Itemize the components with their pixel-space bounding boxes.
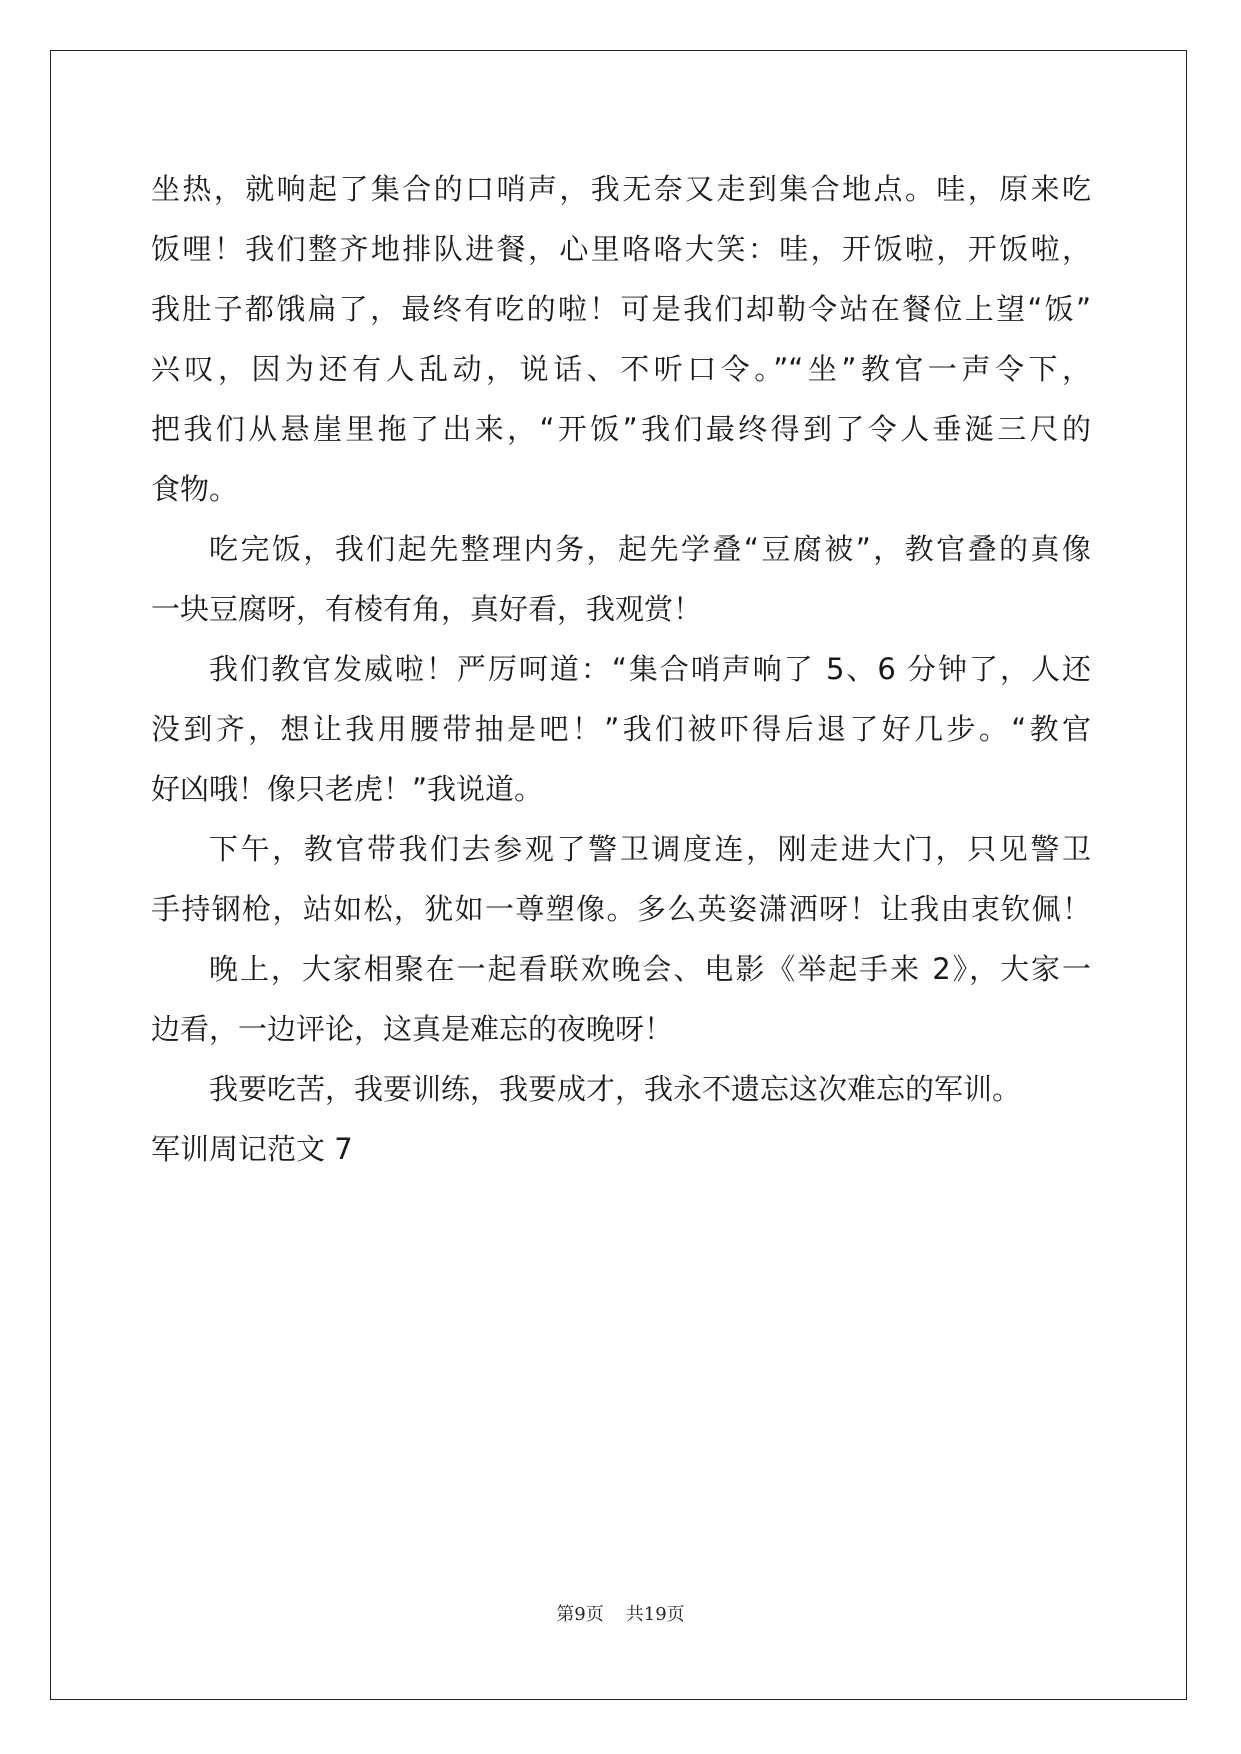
page-footer: [0, 1600, 1241, 1626]
text-line-16: 我要吃苦，我要训练，我要成才，我永不遗忘这次难忘的军训。: [209, 1072, 1022, 1106]
text-line-15: 边看，一边评论，这真是难忘的夜晚呀！: [151, 1012, 674, 1046]
text-line-2: 饭哩！我们整齐地排队进餐，心里咯咯大笑：哇，开饭啦，开饭啦，: [151, 232, 1091, 266]
text-line-8: 一块豆腐呀，有棱有角，真好看，我观赏！: [151, 592, 703, 626]
text-line-4: 兴叹，因为还有人乱动，说话、不听口令。”“坐”教官一声令下，: [151, 352, 1091, 386]
text-line-1: 坐热，就响起了集合的口哨声，我无奈又走到集合地点。哇，原来吃: [151, 172, 1091, 206]
page-number-total: 共19页: [625, 1604, 685, 1625]
text-line-10: 没到齐，想让我用腰带抽是吧！”我们被吓得后退了好几步。“教官: [151, 712, 1091, 746]
text-line-5: 把我们从悬崖里拖了出来，“开饭”我们最终得到了令人垂涎三尺的: [151, 412, 1091, 446]
page-number-current: 第9页: [556, 1604, 604, 1625]
text-line-3: 我肚子都饿扁了，最终有吃的啦！可是我们却勒令站在餐位上望“饭”: [151, 292, 1091, 326]
section-heading: 军训周记范文 7: [151, 1132, 353, 1166]
text-line-13: 手持钢枪，站如松，犹如一尊塑像。多么英姿潇洒呀！让我由衷钦佩！: [151, 892, 1091, 926]
text-line-14: 晚上，大家相聚在一起看联欢晚会、电影《举起手来 2》，大家一: [209, 952, 1091, 986]
text-line-9: 我们教官发威啦！严厉呵道：“集合哨声响了 5、6 分钟了，人还: [209, 652, 1091, 686]
text-line-6: 食物。: [151, 472, 239, 506]
text-line-12: 下午，教官带我们去参观了警卫调度连，刚走进大门，只见警卫: [209, 832, 1091, 866]
text-line-11: 好凶哦！像只老虎！”我说道。: [151, 772, 544, 806]
text-line-7: 吃完饭，我们起先整理内务，起先学叠“豆腐被”，教官叠的真像: [209, 532, 1091, 566]
